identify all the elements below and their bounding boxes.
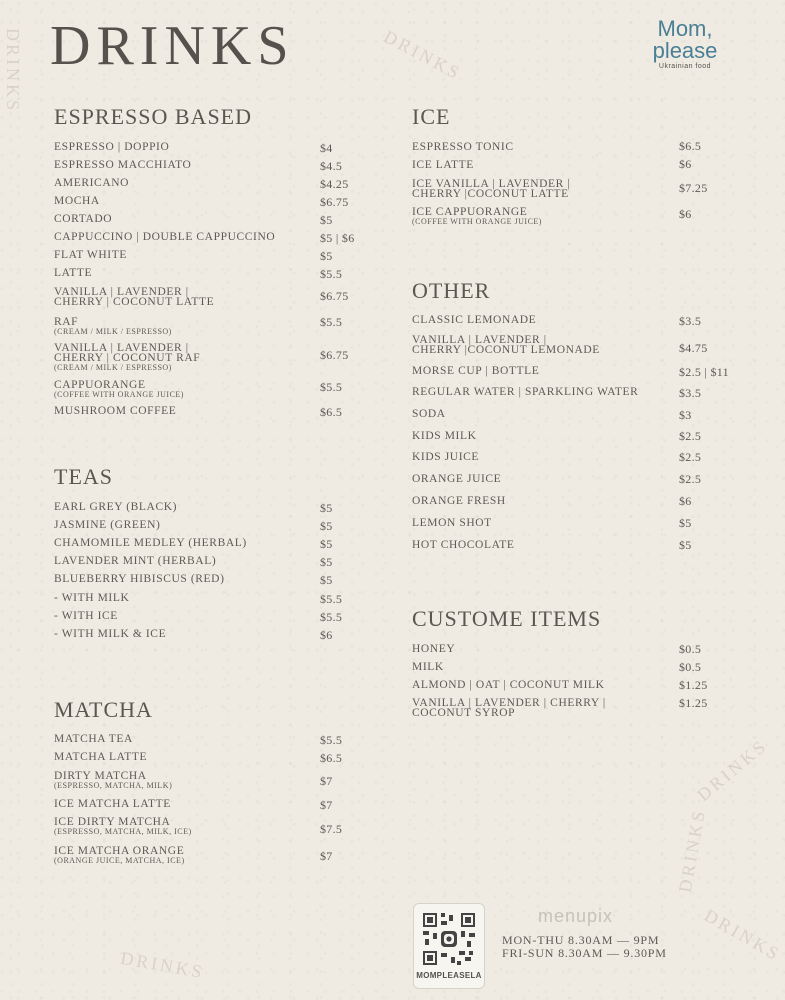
espresso-item-price: $4	[320, 141, 333, 155]
matcha-item-price: $6.5	[320, 751, 343, 765]
item-label: MILK	[412, 661, 444, 673]
teas-item-price: $5	[320, 537, 333, 551]
other-item-price: $2.5	[679, 429, 702, 443]
espresso-item-name	[54, 142, 314, 152]
item-description: (COFFEE WITH ORANGE JUICE)	[54, 390, 184, 399]
ice-item-price: $7.25	[679, 181, 708, 195]
item-label: ICE MATCHA LATTE	[54, 798, 171, 810]
matcha-item-name	[54, 734, 314, 744]
item-label: HOT CHOCOLATE	[412, 539, 515, 551]
espresso-item-price: $5 | $6	[320, 231, 355, 245]
ice-item-name	[412, 207, 672, 226]
teas-item-price: $5	[320, 573, 333, 587]
item-label: SODA	[412, 408, 446, 420]
item-label: CAPPUORANGE	[54, 379, 146, 391]
matcha-item-price: $5.5	[320, 733, 343, 747]
page-title: DRINKS	[50, 15, 295, 77]
item-label: FLAT WHITE	[54, 249, 127, 261]
menupix-watermark: menupix	[538, 906, 614, 926]
other-item-price: $3.5	[679, 386, 702, 400]
item-label: ESPRESSO TONIC	[412, 141, 514, 153]
item-label: ORANGE FRESH	[412, 495, 506, 507]
ice-item-name	[412, 160, 672, 170]
espresso-item-price: $6.75	[320, 289, 349, 303]
item-label-line2: CHERRY |COCONUT LEMONADE	[412, 344, 600, 356]
espresso-item-name	[54, 287, 314, 307]
espresso-item-price: $5.5	[320, 267, 343, 281]
watermark-top: DRINKS	[380, 26, 465, 84]
other-item-price: $2.5	[679, 472, 702, 486]
espresso-item-name	[54, 214, 314, 224]
logo-line1: Mom,	[657, 16, 713, 41]
item-label: MATCHA LATTE	[54, 751, 148, 763]
custom-item-name	[412, 698, 672, 718]
other-item-price: $3	[679, 408, 692, 422]
item-description: (CREAM / MILK / ESPRESSO)	[54, 327, 172, 336]
espresso-item-price: $5.5	[320, 380, 343, 394]
other-item-price: $2.5	[679, 450, 702, 464]
teas-item-name	[54, 629, 314, 639]
item-label: MOCHA	[54, 195, 100, 207]
other-item-name	[412, 409, 672, 419]
custom-item-name	[412, 644, 672, 654]
espresso-item-name	[54, 343, 314, 372]
matcha-item-price: $7	[320, 849, 333, 863]
item-label: ESPRESSO MACCHIATO	[54, 159, 192, 171]
hours-weekend: FRI-SUN 8.30AM — 9.30PM	[502, 946, 667, 960]
item-label: JASMINE (GREEN)	[54, 519, 161, 531]
other-item-name	[412, 452, 672, 462]
espresso-item-price: $5	[320, 213, 333, 227]
ice-item-name	[412, 179, 672, 199]
item-label: CORTADO	[54, 213, 113, 225]
item-description: (CREAM / MILK / ESPRESSO)	[54, 363, 172, 372]
item-label: MATCHA TEA	[54, 733, 133, 745]
espresso-item-name	[54, 268, 314, 278]
espresso-item-price: $5	[320, 249, 333, 263]
item-label: ICE LATTE	[412, 159, 474, 171]
item-label-line2: CHERRY |COCONUT LATTE	[412, 188, 569, 200]
other-item-name	[412, 335, 672, 355]
watermark-left: DRINKS	[3, 27, 24, 114]
item-label: - WITH MILK	[54, 592, 130, 604]
item-label: MORSE CUP | BOTTLE	[412, 365, 540, 377]
item-label: LEMON SHOT	[412, 517, 492, 529]
espresso-item-name	[54, 232, 314, 242]
teas-item-price: $5	[320, 501, 333, 515]
espresso-item-price: $5.5	[320, 315, 343, 329]
item-label-line2: COCONUT SYROP	[412, 707, 516, 719]
watermark-right-vert: DRINKS	[674, 806, 710, 895]
item-description: (COFFEE WITH ORANGE JUICE)	[412, 217, 542, 226]
item-label-line2: CHERRY | COCONUT LATTE	[54, 296, 215, 308]
matcha-item-price: $7	[320, 798, 333, 812]
qr-label: MOMPLEASELA	[416, 971, 482, 980]
section-title-matcha: MATCHA	[54, 697, 153, 722]
item-label: ICE MATCHA ORANGE	[54, 845, 185, 857]
custom-item-name	[412, 680, 672, 690]
item-label: ICE CAPPUORANGE	[412, 206, 528, 218]
item-label: ALMOND | OAT | COCONUT MILK	[412, 679, 605, 691]
espresso-item-name	[54, 196, 314, 206]
hours-weekday: MON-THU 8.30AM — 9PM	[502, 933, 660, 947]
other-item-price: $2.5 | $11	[679, 365, 729, 379]
matcha-item-price: $7	[320, 774, 333, 788]
logo-wordmark	[640, 18, 730, 62]
qr-code-card[interactable]	[413, 903, 485, 989]
item-label: LAVENDER MINT (HERBAL)	[54, 555, 217, 567]
espresso-item-price: $6.5	[320, 405, 343, 419]
other-item-price: $6	[679, 494, 692, 508]
opening-hours	[502, 934, 667, 960]
other-item-name	[412, 387, 672, 397]
item-label: ORANGE JUICE	[412, 473, 502, 485]
logo-tagline: Ukrainian food	[658, 63, 712, 70]
teas-item-name	[54, 538, 314, 548]
matcha-item-price: $7.5	[320, 822, 343, 836]
item-label: HONEY	[412, 643, 456, 655]
other-item-price: $5	[679, 516, 692, 530]
section-title-other: OTHER	[412, 278, 491, 303]
item-label: LATTE	[54, 267, 93, 279]
teas-item-price: $5	[320, 519, 333, 533]
item-description: (ESPRESSO, MATCHA, MILK, ICE)	[54, 827, 192, 836]
item-label: ICE VANILLA | LAVENDER |	[412, 178, 571, 190]
ice-item-price: $6.5	[679, 139, 702, 153]
item-label: - WITH ICE	[54, 610, 118, 622]
other-item-name	[412, 474, 672, 484]
watermark-right: DRINKS	[693, 735, 772, 806]
matcha-item-name	[54, 771, 314, 790]
teas-item-name	[54, 556, 314, 566]
item-label: KIDS MILK	[412, 430, 477, 442]
other-item-name	[412, 366, 672, 376]
item-label: EARL GREY (BLACK)	[54, 501, 178, 513]
item-description: (ORANGE JUICE, MATCHA, ICE)	[54, 856, 185, 865]
logo	[640, 18, 730, 70]
item-label-line2: CHERRY | COCONUT RAF	[54, 352, 201, 364]
item-description: (ESPRESSO, MATCHA, MILK)	[54, 781, 173, 790]
teas-item-price: $6	[320, 628, 333, 642]
section-title-espresso: ESPRESSO BASED	[54, 104, 253, 129]
other-item-name	[412, 496, 672, 506]
item-label: VANILLA | LAVENDER |	[412, 334, 547, 346]
qr-code-icon	[421, 911, 477, 967]
teas-item-name	[54, 502, 314, 512]
section-title-custom: CUSTOME ITEMS	[412, 606, 602, 631]
item-label: CHAMOMILE MEDLEY (HERBAL)	[54, 537, 247, 549]
other-item-price: $3.5	[679, 314, 702, 328]
item-label: VANILLA | LAVENDER |	[54, 342, 189, 354]
custom-item-price: $1.25	[679, 696, 708, 710]
teas-item-name	[54, 593, 314, 603]
matcha-item-name	[54, 846, 314, 865]
watermark-bottom: DRINKS	[118, 947, 207, 983]
item-label: CAPPUCCINO | DOUBLE CAPPUCCINO	[54, 231, 276, 243]
custom-item-price: $1.25	[679, 678, 708, 692]
other-item-name	[412, 431, 672, 441]
item-label: DIRTY MATCHA	[54, 770, 147, 782]
other-item-name	[412, 518, 672, 528]
teas-item-name	[54, 520, 314, 530]
espresso-item-price: $6.75	[320, 348, 349, 362]
teas-item-price: $5	[320, 555, 333, 569]
espresso-item-name	[54, 317, 314, 336]
espresso-item-name	[54, 406, 314, 416]
item-label: - WITH MILK & ICE	[54, 628, 167, 640]
item-label: ICE DIRTY MATCHA	[54, 816, 171, 828]
item-label: VANILLA | LAVENDER |	[54, 286, 189, 298]
espresso-item-price: $6.75	[320, 195, 349, 209]
section-title-teas: TEAS	[54, 464, 113, 489]
item-label: ESPRESSO | DOPPIO	[54, 141, 170, 153]
item-label: MUSHROOM COFFEE	[54, 405, 177, 417]
espresso-item-price: $4.5	[320, 159, 343, 173]
espresso-item-price: $4.25	[320, 177, 349, 191]
item-label: BLUEBERRY HIBISCUS (RED)	[54, 573, 225, 585]
teas-item-price: $5.5	[320, 592, 343, 606]
ice-item-price: $6	[679, 157, 692, 171]
teas-item-price: $5.5	[320, 610, 343, 624]
custom-item-price: $0.5	[679, 660, 702, 674]
teas-item-name	[54, 574, 314, 584]
matcha-item-name	[54, 799, 314, 809]
matcha-item-name	[54, 817, 314, 836]
espresso-item-name	[54, 160, 314, 170]
custom-item-price: $0.5	[679, 642, 702, 656]
espresso-item-name	[54, 380, 314, 399]
custom-item-name	[412, 662, 672, 672]
ice-item-price: $6	[679, 207, 692, 221]
watermark-bottom-right: DRINKS	[700, 905, 785, 965]
other-item-name	[412, 540, 672, 550]
other-item-price: $4.75	[679, 341, 708, 355]
ice-item-name	[412, 142, 672, 152]
section-title-ice: ICE	[412, 104, 451, 129]
other-item-price: $5	[679, 538, 692, 552]
item-label: REGULAR WATER | SPARKLING WATER	[412, 386, 639, 398]
espresso-item-name	[54, 178, 314, 188]
item-label: CLASSIC LEMONADE	[412, 314, 537, 326]
matcha-item-name	[54, 752, 314, 762]
item-label: VANILLA | LAVENDER | CHERRY |	[412, 697, 606, 709]
item-label: RAF	[54, 316, 79, 328]
teas-item-name	[54, 611, 314, 621]
logo-line2: please	[652, 38, 718, 63]
espresso-item-name	[54, 250, 314, 260]
item-label: KIDS JUICE	[412, 451, 480, 463]
other-item-name	[412, 315, 672, 325]
item-label: AMERICANO	[54, 177, 130, 189]
